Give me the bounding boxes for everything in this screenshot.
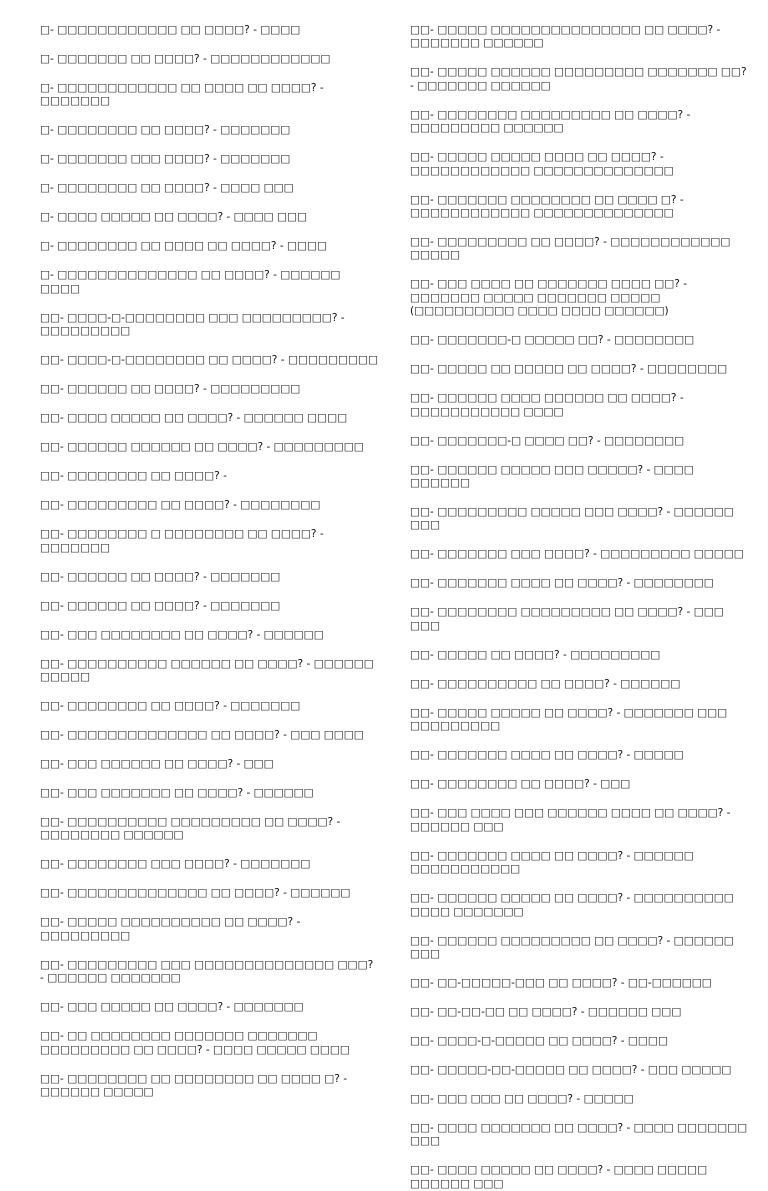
right-column-item: □□- □□□□-□-□□□□□ □□ □□□□? - □□□□ — [410, 1034, 668, 1047]
left-column-item: □- □□□□□□□□ □□ □□□□? - □□□□□□□ — [40, 124, 291, 137]
right-column-item: □□- □□□□□□□□ □□ □□□□? - □□□ — [410, 778, 631, 791]
left-column-item: □□- □□□□-□-□□□□□□□□ □□□ □□□□□□□□□? - □□□□□□□□□ — [40, 311, 345, 338]
left-column-item: □□- □□□□□ □□□□□□□□□□ □□ □□□□? - □□□□□□□□□ — [40, 916, 301, 942]
right-column-item: □□- □□□□□□□ □□□□□□□□ □□ □□□□ □? - □□□□□□□□□□□□ □□□□□□□□□□□□□□ — [410, 193, 684, 220]
right-column-item: □□- □□-□□-□□ □□ □□□□? - □□□□□□ □□□ — [410, 1005, 682, 1018]
right-column-item: □□- □□□□□□□□ □□□□□□□□□ □□ □□□□? - □□□□□□□□□ □□□□□□ — [410, 108, 691, 135]
right-column-item: □□- □□□□□□□-□ □□□□ □□? - □□□□□□□□ — [410, 434, 685, 447]
left-column-item: □□- □□□□□□□□□□□□□□ □□ □□□□? - □□□ □□□□ — [40, 729, 364, 742]
left-column-item: □- □□□□□□□□□□□□□□ □□ □□□□? - □□□□□□ □□□□ — [40, 269, 341, 295]
left-column-item: □□- □□□□□□□□□□ □□□□□□ □□ □□□□? - □□□□□□ □□□□□ — [40, 657, 374, 684]
left-column-item: □□- □□□□□□□□□□□□□□ □□ □□□□? - □□□□□□ — [40, 887, 351, 900]
left-column-item: □□- □□□□□□ □□ □□□□? - □□□□□□□□□ — [40, 383, 301, 396]
right-column-item: □□- □□□ □□□ □□ □□□□? - □□□□□ — [410, 1092, 634, 1105]
left-column-item: □- □□□□□□□□□□□□ □□ □□□□ □□ □□□□? - □□□□□□□ — [40, 82, 324, 108]
right-column-item: □□- □□□□□ □□ □□□□□ □□ □□□□? - □□□□□□□□ — [410, 363, 728, 376]
left-column-item: □□- □□□□□□□□ □□ □□□□□□□□ □□ □□□□ □? - □□□□□□ □□□□□ — [40, 1072, 348, 1099]
right-column-item: □□- □□□□□□□□□□ □□ □□□□? - □□□□□□ — [410, 677, 681, 690]
right-column-item: □□- □□□□□□□□ □□□□□□□□□ □□ □□□□? - □□□ □□□ — [410, 606, 724, 632]
right-column-item: □□- □□□□□ □□□□□ □□ □□□□? - □□□□□□□ □□□ □□□□□□□□□ — [410, 706, 728, 733]
left-column-item: □□- □□□ □□□□□□ □□ □□□□? - □□□ — [40, 758, 274, 771]
right-column-item: □□- □□□□□□□□□ □□ □□□□? - □□□□□□□□□□□□ □□□□□ — [410, 236, 731, 262]
left-column-item: □□- □□□□□□□□ □□ □□□□? - □□□□□□□ — [40, 700, 301, 713]
right-column-item: □□- □□□□□□ □□□□□ □□ □□□□? - □□□□□□□□□□ □□□□ □□□□□□□ — [410, 892, 734, 918]
left-column-item: □□- □□□ □□□□□ □□ □□□□? - □□□□□□□ — [40, 1001, 304, 1014]
left-column-item: □□- □□□ □□□□□□□ □□ □□□□? - □□□□□□ — [40, 787, 314, 800]
right-column-item: □□- □□□□□ □□ □□□□? - □□□□□□□□□ — [410, 648, 661, 661]
right-column-item: □□- □□□□□□□ □□□□ □□ □□□□? - □□□□□□□□ — [410, 577, 714, 590]
right-column-item: □□- □□□□□□□ □□□□ □□ □□□□? - □□□□□ — [410, 749, 684, 762]
right-column-item: □□- □□□□□□ □□□□□□□□□ □□ □□□□? - □□□□□□ □□□ — [410, 934, 734, 960]
right-column-item: □□- □□□□□□ □□□□□ □□□ □□□□□? - □□□□ □□□□□□ — [410, 463, 694, 490]
right-column-item: □□- □□-□□□□□-□□□ □□ □□□□? - □□-□□□□□□ — [410, 976, 712, 989]
left-column — [40, 24, 380, 1099]
left-column-item: □□- □□□□□□ □□□□□□ □□ □□□□? - □□□□□□□□□ — [40, 441, 364, 454]
left-column-item: □□- □□□□□□□□□□ □□□□□□□□□ □□ □□□□? - □□□□□□□□ □□□□□□ — [40, 816, 341, 842]
left-column-item: □□- □□□□□□□□ □□ □□□□? - — [40, 470, 227, 483]
left-column-item: □□- □□□□□□ □□ □□□□? - □□□□□□□ — [40, 599, 281, 612]
right-column-item: □□- □□□ □□□□ □□□ □□□□□□ □□□□ □□ □□□□? - □□□□□□ □□□ — [410, 807, 731, 833]
right-column-item: □□- □□□□□ □□□□□□□□□□□□□□□ □□ □□□□? - □□□□□□□ □□□□□□ — [410, 24, 721, 50]
left-column-item: □□- □□□□□□□□□ □□□ □□□□□□□□□□□□□□ □□□? - □□□□□□ □□□□□□□ — [40, 958, 374, 985]
right-column-item: □□- □□□□□□□-□ □□□□□ □□? - □□□□□□□□ — [410, 334, 695, 347]
left-column-item: □□- □□□ □□□□□□□□ □□ □□□□? - □□□□□□ — [40, 628, 324, 641]
right-column-item: □□- □□□□ □□□□□□□ □□ □□□□? - □□□□ □□□□□□□ □□□ — [410, 1121, 748, 1148]
left-column-item: □□- □□□□□□ □□ □□□□? - □□□□□□□ — [40, 570, 281, 583]
right-column-item: □□- □□□□□-□□-□□□□□ □□ □□□□? - □□□ □□□□□ — [410, 1063, 732, 1076]
left-column-item: □□- □□□□ □□□□□ □□ □□□□? - □□□□□□ □□□□ — [40, 412, 348, 425]
left-column-item: □- □□□□□□□□ □□ □□□□? - □□□□ □□□ — [40, 182, 294, 195]
left-column-item: □- □□□□□□□□ □□ □□□□ □□ □□□□? - □□□□ — [40, 240, 328, 253]
right-column-item: □□- □□□□□□□ □□□ □□□□? - □□□□□□□□□ □□□□□ — [410, 548, 744, 561]
left-column-item: □- □□□□ □□□□□ □□ □□□□? - □□□□ □□□ — [40, 211, 308, 224]
right-column-item: □□- □□□ □□□□ □□ □□□□□□□ □□□□ □□? - □□□□□□□ □□□□□ □□□□□□□ □□□□□ (□□□□□□□□□□ □□□□ □□□□ □□□□□□) — [410, 278, 688, 318]
left-column-item: □□- □□□□□□□□ □□□ □□□□? - □□□□□□□ — [40, 858, 311, 871]
left-column-item: □□- □□□□-□-□□□□□□□□ □□ □□□□? - □□□□□□□□□ — [40, 354, 379, 367]
left-column-item: □□- □□□□□□□□ □ □□□□□□□□ □□ □□□□? - □□□□□□□ — [40, 528, 324, 554]
right-column-item: □□- □□□□ □□□□□ □□ □□□□? - □□□□ □□□□□ □□□□□□ □□□ — [410, 1164, 708, 1190]
left-column-item: □- □□□□□□□ □□□ □□□□? - □□□□□□□ — [40, 153, 291, 166]
right-column-item: □□- □□□□□□ □□□□ □□□□□□ □□ □□□□? - □□□□□□□□□□□ □□□□ — [410, 392, 684, 418]
left-column-item: □□- □□□□□□□□□ □□ □□□□? - □□□□□□□□ — [40, 499, 321, 512]
right-column-item: □□- □□□□□ □□□□□ □□□□ □□ □□□□? - □□□□□□□□□□□□ □□□□□□□□□□□□□□ — [410, 151, 674, 177]
left-column-item: □□- □□ □□□□□□□□ □□□□□□□ □□□□□□□ □□□□□□□□□ □□ □□□□? - □□□□ □□□□□ □□□□ — [40, 1030, 350, 1056]
left-column-item: □- □□□□□□□ □□ □□□□? - □□□□□□□□□□□□ — [40, 53, 331, 65]
right-column-item: □□- □□□□□□□ □□□□ □□ □□□□? - □□□□□□ □□□□□□□□□□□ — [410, 849, 694, 876]
right-column — [410, 24, 750, 1190]
right-column-item: □□- □□□□□ □□□□□□ □□□□□□□□□ □□□□□□□ □□? - □□□□□□□ □□□□□□ — [410, 66, 747, 92]
left-column-item: □- □□□□□□□□□□□□ □□ □□□□? - □□□□ — [40, 24, 301, 36]
right-column-item: □□- □□□□□□□□□ □□□□□ □□□ □□□□? - □□□□□□ □□□ — [410, 506, 734, 532]
